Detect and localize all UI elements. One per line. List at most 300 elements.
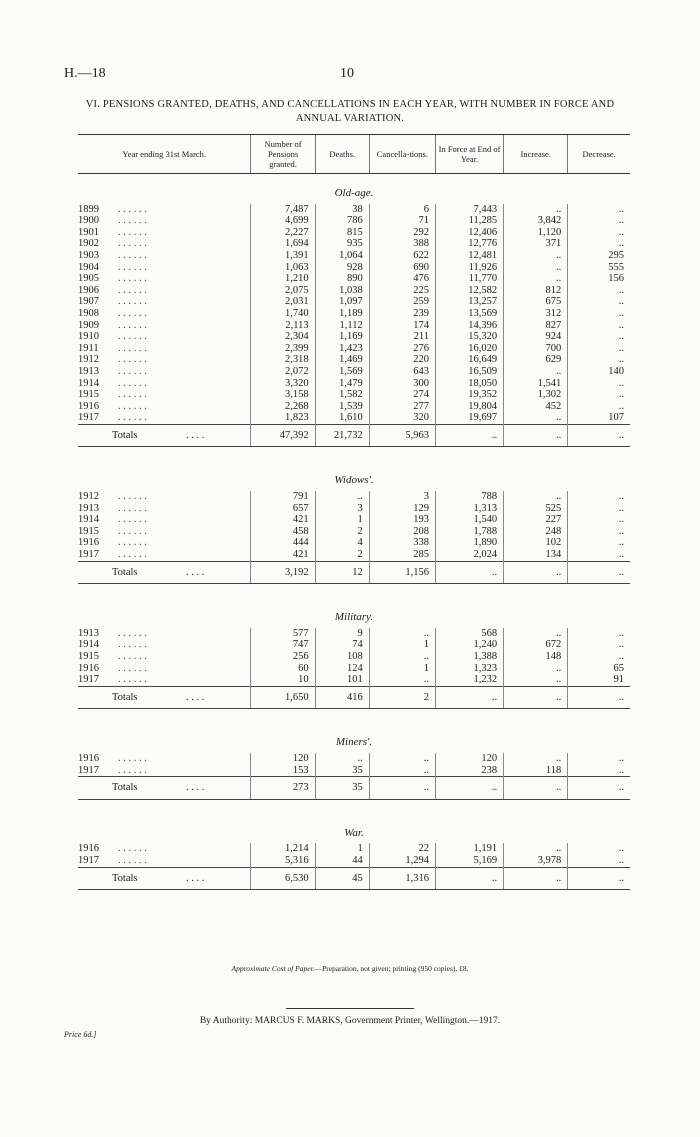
- value-cell: ..: [568, 753, 630, 765]
- table-row: [78, 855, 630, 867]
- table-row: [78, 753, 630, 765]
- value-cell: ..: [568, 843, 630, 855]
- value-cell: ..: [568, 227, 630, 239]
- value-cell: ..: [504, 250, 568, 262]
- value-cell: 91: [568, 674, 630, 686]
- value-cell: 277: [369, 401, 435, 413]
- value-cell: 227: [504, 514, 568, 526]
- value-cell: 1,569: [315, 366, 369, 378]
- value-cell: ..: [315, 491, 369, 503]
- total-value-cell: 21,732: [315, 424, 369, 447]
- table-row: [78, 526, 630, 538]
- value-cell: 1: [369, 639, 435, 651]
- table-row: [78, 285, 630, 297]
- value-cell: 1,469: [315, 354, 369, 366]
- column-header: Number of Pensions granted.: [251, 135, 315, 174]
- year-label: 1915: [78, 525, 99, 537]
- value-cell: 788: [435, 491, 503, 503]
- leader-dots: . . . . . .: [118, 342, 147, 354]
- year-cell: [78, 238, 251, 250]
- value-cell: ..: [568, 514, 630, 526]
- value-cell: 1,294: [369, 855, 435, 867]
- total-value-cell: ..: [435, 561, 503, 584]
- year-cell: [78, 215, 251, 227]
- section-spacer: [78, 584, 630, 599]
- value-cell: 11,770: [435, 273, 503, 285]
- section-title: Old-age.: [334, 187, 374, 199]
- year-cell: [78, 639, 251, 651]
- leader-dots: . . . . . .: [118, 752, 147, 764]
- value-cell: ..: [568, 343, 630, 355]
- value-cell: 2: [315, 549, 369, 561]
- total-value-cell: 47,392: [251, 424, 315, 447]
- totals-label: Totals: [112, 872, 138, 884]
- totals-label-cell: [78, 686, 251, 709]
- value-cell: 238: [435, 765, 503, 777]
- value-cell: ..: [568, 651, 630, 663]
- leader-dots: . . . . . .: [118, 502, 147, 514]
- year-label: 1900: [78, 215, 99, 227]
- table-row: [78, 674, 630, 686]
- totals-label-cell: [78, 867, 251, 890]
- year-label: 1916: [78, 843, 99, 855]
- value-cell: 2,024: [435, 549, 503, 561]
- value-cell: ..: [568, 855, 630, 867]
- year-label: 1909: [78, 319, 99, 331]
- table-title-line-2: ANNUAL VARIATION.: [295, 113, 405, 124]
- total-value-cell: ..: [369, 777, 435, 800]
- value-cell: 320: [369, 412, 435, 424]
- value-cell: 924: [504, 331, 568, 343]
- leader-dots: . . . . . .: [118, 226, 147, 238]
- total-value-cell: 416: [315, 686, 369, 709]
- totals-row: [78, 777, 630, 800]
- value-cell: 14,396: [435, 320, 503, 332]
- cost-label: Approximate Cost of Paper.: [231, 964, 315, 973]
- value-cell: 747: [251, 639, 315, 651]
- value-cell: 292: [369, 227, 435, 239]
- value-cell: 156: [568, 273, 630, 285]
- table-title-line-1: VI. PENSIONS GRANTED, DEATHS, AND CANCELLATIONS IN EACH YEAR, WITH NUMBER IN FORCE AND: [85, 99, 615, 110]
- totals-label-cell: [78, 777, 251, 800]
- page-number: 10: [340, 66, 354, 81]
- value-cell: 577: [251, 628, 315, 640]
- total-value-cell: 35: [315, 777, 369, 800]
- year-cell: [78, 628, 251, 640]
- leader-dots: . . . . . .: [118, 764, 147, 776]
- value-cell: 1,788: [435, 526, 503, 538]
- value-cell: 129: [369, 503, 435, 515]
- table-row: [78, 238, 630, 250]
- table-row: [78, 227, 630, 239]
- value-cell: ..: [568, 639, 630, 651]
- leader-dots: . . . . . .: [118, 365, 147, 377]
- leader-dots: . . . . . .: [118, 377, 147, 389]
- year-cell: [78, 285, 251, 297]
- leader-dots: . . . . . .: [118, 203, 147, 215]
- value-cell: 812: [504, 285, 568, 297]
- value-cell: 19,697: [435, 412, 503, 424]
- table-row: [78, 651, 630, 663]
- value-cell: 107: [568, 412, 630, 424]
- value-cell: 1,210: [251, 273, 315, 285]
- total-value-cell: 3,192: [251, 561, 315, 584]
- leader-dots: . . . . . .: [118, 843, 147, 855]
- value-cell: 4,699: [251, 215, 315, 227]
- leader-dots: . . . . . .: [118, 273, 147, 285]
- value-cell: 1,038: [315, 285, 369, 297]
- value-cell: 153: [251, 765, 315, 777]
- total-value-cell: 45: [315, 867, 369, 890]
- value-cell: ..: [369, 651, 435, 663]
- section-heading: [78, 174, 630, 204]
- year-label: 1915: [78, 651, 99, 662]
- value-cell: ..: [504, 753, 568, 765]
- value-cell: 11,285: [435, 215, 503, 227]
- value-cell: 108: [315, 651, 369, 663]
- value-cell: 935: [315, 238, 369, 250]
- value-cell: 12,582: [435, 285, 503, 297]
- year-label: 1912: [78, 354, 99, 366]
- totals-row: [78, 424, 630, 447]
- document-code: H.—18: [64, 66, 106, 81]
- leader-dots: . . . . . .: [118, 331, 147, 343]
- value-cell: ..: [568, 765, 630, 777]
- year-cell: [78, 765, 251, 777]
- value-cell: 1,541: [504, 378, 568, 390]
- year-label: 1899: [78, 203, 99, 215]
- total-value-cell: ..: [568, 686, 630, 709]
- table-row: [78, 537, 630, 549]
- table-row: [78, 366, 630, 378]
- value-cell: 1,097: [315, 296, 369, 308]
- value-cell: 10: [251, 674, 315, 686]
- value-cell: 6: [369, 204, 435, 216]
- value-cell: 225: [369, 285, 435, 297]
- value-cell: 791: [251, 491, 315, 503]
- leader-dots: . . . . . .: [118, 215, 147, 227]
- table-title: [60, 98, 640, 126]
- year-cell: [78, 343, 251, 355]
- value-cell: 140: [568, 366, 630, 378]
- leader-dots: . . . . . .: [118, 674, 147, 686]
- value-cell: 276: [369, 343, 435, 355]
- value-cell: 239: [369, 308, 435, 320]
- total-value-cell: ..: [504, 777, 568, 800]
- value-cell: 38: [315, 204, 369, 216]
- value-cell: ..: [568, 389, 630, 401]
- value-cell: 3: [369, 491, 435, 503]
- value-cell: 421: [251, 549, 315, 561]
- leader-dots: . . . . . .: [118, 261, 147, 273]
- total-value-cell: ..: [568, 777, 630, 800]
- total-value-cell: 273: [251, 777, 315, 800]
- leader-dots: . . . . . .: [118, 319, 147, 331]
- year-label: 1913: [78, 365, 99, 377]
- year-label: 1903: [78, 249, 99, 261]
- value-cell: 4: [315, 537, 369, 549]
- value-cell: 1,214: [251, 843, 315, 855]
- year-cell: [78, 296, 251, 308]
- year-label: 1910: [78, 331, 99, 343]
- totals-label: Totals: [112, 691, 138, 703]
- leader-dots: . . . . . .: [118, 514, 147, 526]
- leader-dots: . . . . . .: [118, 284, 147, 296]
- totals-label-cell: [78, 424, 251, 447]
- total-value-cell: 2: [369, 686, 435, 709]
- value-cell: 148: [504, 651, 568, 663]
- leader-dots: . . . . . .: [118, 627, 147, 639]
- value-cell: 1: [315, 514, 369, 526]
- section-heading: [78, 723, 630, 753]
- value-cell: 690: [369, 262, 435, 274]
- total-value-cell: ..: [568, 561, 630, 584]
- year-cell: [78, 204, 251, 216]
- section-heading: [78, 598, 630, 628]
- value-cell: ..: [315, 753, 369, 765]
- value-cell: ..: [568, 331, 630, 343]
- value-cell: 1,890: [435, 537, 503, 549]
- value-cell: 256: [251, 651, 315, 663]
- value-cell: ..: [568, 378, 630, 390]
- table-row: [78, 215, 630, 227]
- value-cell: 71: [369, 215, 435, 227]
- value-cell: 1,391: [251, 250, 315, 262]
- value-cell: 1,423: [315, 343, 369, 355]
- value-cell: ..: [504, 204, 568, 216]
- total-value-cell: ..: [568, 867, 630, 890]
- value-cell: 1,064: [315, 250, 369, 262]
- year-cell: [78, 537, 251, 549]
- value-cell: 1,112: [315, 320, 369, 332]
- year-cell: [78, 273, 251, 285]
- value-cell: 19,352: [435, 389, 503, 401]
- value-cell: 622: [369, 250, 435, 262]
- table-row: [78, 296, 630, 308]
- year-label: 1916: [78, 752, 99, 764]
- section-title: Widows'.: [334, 474, 374, 487]
- value-cell: ..: [568, 526, 630, 538]
- value-cell: 11,926: [435, 262, 503, 274]
- year-cell: [78, 401, 251, 413]
- year-label: 1906: [78, 284, 99, 296]
- value-cell: 1,540: [435, 514, 503, 526]
- totals-label: Totals: [112, 429, 138, 441]
- value-cell: 568: [435, 628, 503, 640]
- value-cell: ..: [504, 674, 568, 686]
- value-cell: 220: [369, 354, 435, 366]
- value-cell: ..: [369, 753, 435, 765]
- value-cell: 1,232: [435, 674, 503, 686]
- year-cell: [78, 491, 251, 503]
- value-cell: 421: [251, 514, 315, 526]
- year-label: 1913: [78, 627, 99, 639]
- value-cell: 3,842: [504, 215, 568, 227]
- table-row: [78, 204, 630, 216]
- year-label: 1914: [78, 514, 99, 526]
- value-cell: ..: [504, 273, 568, 285]
- value-cell: ..: [504, 628, 568, 640]
- leader-dots: . . . .: [186, 566, 205, 578]
- value-cell: ..: [568, 537, 630, 549]
- value-cell: 9: [315, 628, 369, 640]
- value-cell: 120: [251, 753, 315, 765]
- value-cell: 13,569: [435, 308, 503, 320]
- year-cell: [78, 308, 251, 320]
- value-cell: ..: [568, 285, 630, 297]
- value-cell: 1,694: [251, 238, 315, 250]
- column-header: Year ending 31st March.: [78, 135, 251, 174]
- year-cell: [78, 855, 251, 867]
- totals-row: [78, 867, 630, 890]
- section-title: Military.: [334, 611, 374, 624]
- year-label: 1905: [78, 273, 99, 285]
- year-cell: [78, 378, 251, 390]
- value-cell: 643: [369, 366, 435, 378]
- spacer-cell: [78, 584, 630, 599]
- table-body: [78, 174, 630, 890]
- value-cell: 657: [251, 503, 315, 515]
- table-row: [78, 412, 630, 424]
- value-cell: 1,479: [315, 378, 369, 390]
- year-label: 1912: [78, 491, 99, 503]
- year-label: 1917: [78, 674, 99, 686]
- leader-dots: . . . . . .: [118, 307, 147, 319]
- cost-note: [0, 964, 700, 973]
- value-cell: ..: [369, 765, 435, 777]
- table-row: [78, 320, 630, 332]
- value-cell: 12,776: [435, 238, 503, 250]
- value-cell: ..: [568, 204, 630, 216]
- value-cell: 174: [369, 320, 435, 332]
- value-cell: 452: [504, 401, 568, 413]
- section-heading: [78, 814, 630, 844]
- value-cell: 1,302: [504, 389, 568, 401]
- year-cell: [78, 526, 251, 538]
- leader-dots: . . . . . .: [118, 296, 147, 308]
- year-label: 1917: [78, 412, 99, 424]
- value-cell: ..: [568, 503, 630, 515]
- value-cell: 295: [568, 250, 630, 262]
- table-row: [78, 491, 630, 503]
- year-label: 1917: [78, 854, 99, 866]
- value-cell: 2,399: [251, 343, 315, 355]
- value-cell: ..: [504, 663, 568, 675]
- table-row: [78, 843, 630, 855]
- year-cell: [78, 331, 251, 343]
- total-value-cell: ..: [435, 424, 503, 447]
- column-header: Increase.: [504, 135, 568, 174]
- value-cell: 1,823: [251, 412, 315, 424]
- year-label: 1901: [78, 226, 99, 238]
- value-cell: 1,323: [435, 663, 503, 675]
- value-cell: 476: [369, 273, 435, 285]
- totals-label-cell: [78, 561, 251, 584]
- year-label: 1917: [78, 549, 99, 561]
- section-spacer: [78, 799, 630, 814]
- year-label: 1907: [78, 296, 99, 308]
- total-value-cell: 1,650: [251, 686, 315, 709]
- year-cell: [78, 674, 251, 686]
- value-cell: 388: [369, 238, 435, 250]
- value-cell: 1,240: [435, 639, 503, 651]
- value-cell: ..: [568, 354, 630, 366]
- spacer-cell: [78, 709, 630, 724]
- total-value-cell: 1,156: [369, 561, 435, 584]
- table-row: [78, 308, 630, 320]
- value-cell: 274: [369, 389, 435, 401]
- total-value-cell: ..: [504, 686, 568, 709]
- table-row: [78, 401, 630, 413]
- value-cell: 2,268: [251, 401, 315, 413]
- totals-row: [78, 561, 630, 584]
- value-cell: 120: [435, 753, 503, 765]
- year-cell: [78, 503, 251, 515]
- value-cell: 1,539: [315, 401, 369, 413]
- value-cell: 13,257: [435, 296, 503, 308]
- value-cell: 1,610: [315, 412, 369, 424]
- year-cell: [78, 227, 251, 239]
- value-cell: 2,113: [251, 320, 315, 332]
- value-cell: 1: [369, 663, 435, 675]
- leader-dots: . . . . . .: [118, 389, 147, 401]
- total-value-cell: ..: [435, 686, 503, 709]
- table-row: [78, 250, 630, 262]
- value-cell: 890: [315, 273, 369, 285]
- value-cell: 786: [315, 215, 369, 227]
- leader-dots: . . . . . .: [118, 662, 147, 674]
- value-cell: ..: [568, 549, 630, 561]
- leader-dots: . . . . . .: [118, 238, 147, 250]
- value-cell: 675: [504, 296, 568, 308]
- table-row: [78, 639, 630, 651]
- leader-dots: . . . . . .: [118, 249, 147, 261]
- value-cell: ..: [504, 262, 568, 274]
- column-header: Decrease.: [568, 135, 630, 174]
- value-cell: 22: [369, 843, 435, 855]
- value-cell: ..: [504, 366, 568, 378]
- total-value-cell: 12: [315, 561, 369, 584]
- value-cell: 300: [369, 378, 435, 390]
- value-cell: 7,487: [251, 204, 315, 216]
- leader-dots: . . . . . .: [118, 639, 147, 651]
- total-value-cell: ..: [435, 867, 503, 890]
- section-title: War.: [344, 826, 364, 839]
- table-row: [78, 343, 630, 355]
- value-cell: 19,804: [435, 401, 503, 413]
- year-cell: [78, 262, 251, 274]
- value-cell: 60: [251, 663, 315, 675]
- year-cell: [78, 366, 251, 378]
- table-row: [78, 549, 630, 561]
- value-cell: 2,318: [251, 354, 315, 366]
- year-label: 1908: [78, 307, 99, 319]
- pensions-table: [78, 134, 630, 890]
- year-label: 1916: [78, 400, 99, 412]
- section-title: Miners'.: [335, 736, 373, 749]
- value-cell: 65: [568, 663, 630, 675]
- value-cell: 2,031: [251, 296, 315, 308]
- year-cell: [78, 753, 251, 765]
- value-cell: 3: [315, 503, 369, 515]
- leader-dots: . . . . . .: [118, 354, 147, 366]
- value-cell: 1,388: [435, 651, 503, 663]
- value-cell: ..: [568, 308, 630, 320]
- value-cell: ..: [568, 320, 630, 332]
- leader-dots: . . . . . .: [118, 525, 147, 537]
- value-cell: ..: [504, 412, 568, 424]
- leader-dots: . . . . . .: [118, 400, 147, 412]
